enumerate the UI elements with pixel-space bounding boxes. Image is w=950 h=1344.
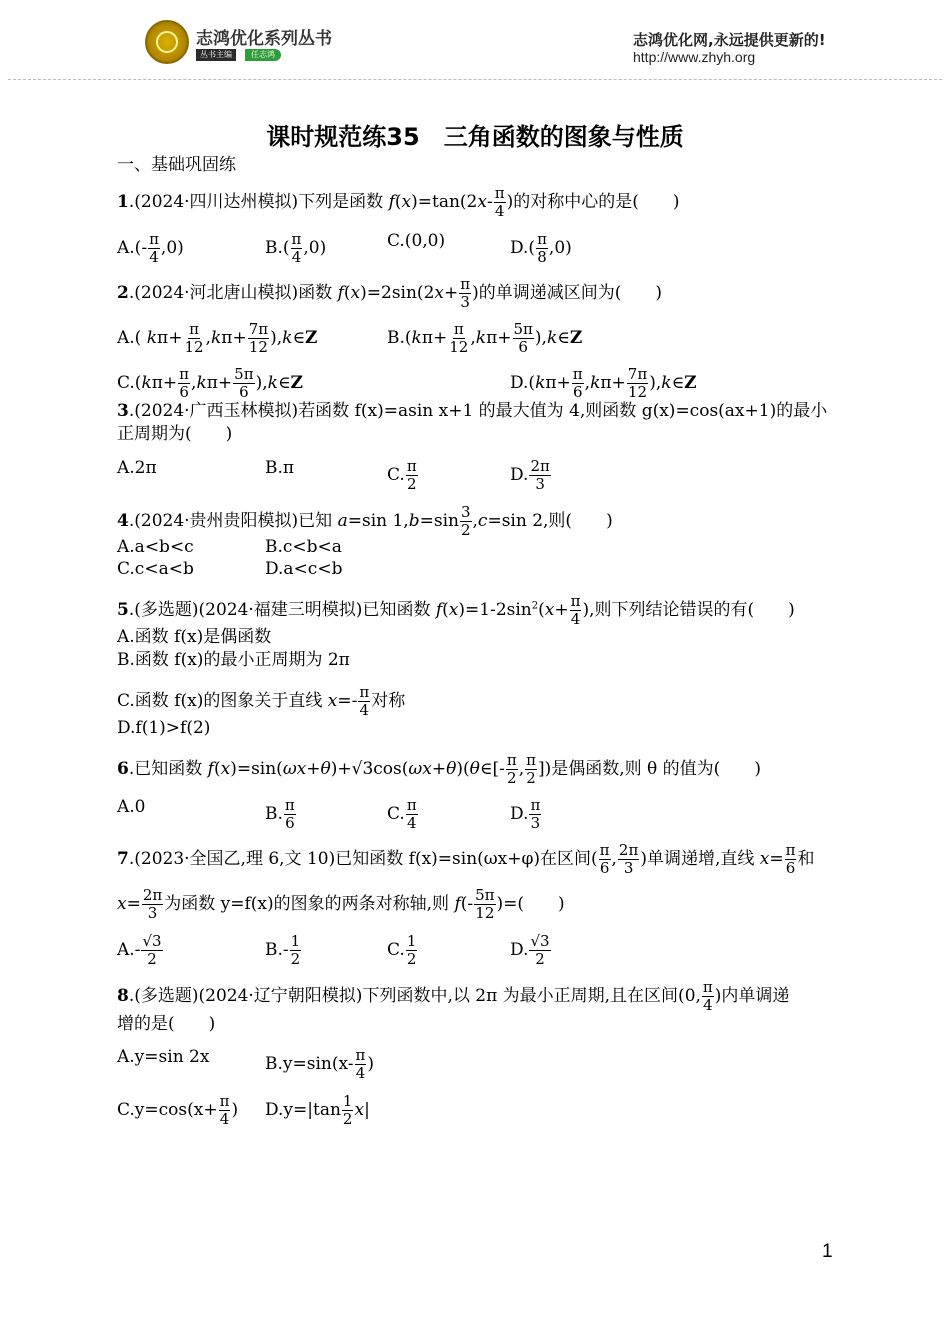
editor-tag: 丛书主编	[196, 49, 236, 61]
q5-option-b: B.函数 f(x)的最小正周期为 2π	[117, 650, 350, 670]
q7-option-a: A.- $\frac{√3}{2}$	[117, 932, 162, 968]
question-8-cont: 增的是( )	[117, 1014, 216, 1034]
question-1: 1.(2024·四川达州模拟)下列是函数 f(x)=tan(2x- $\frac{\pi}{4}$ )的对称中心的是( )	[117, 184, 680, 220]
header-slogan: 志鸿优化网,永远提供更新的!	[633, 31, 826, 49]
q5-option-d: D.f(1)>f(2)	[117, 718, 211, 738]
q7-option-d: D. $\frac{√3}{2}$	[510, 932, 550, 968]
q3-option-b: B.π	[265, 458, 295, 478]
question-5: 5.(多选题)(2024·福建三明模拟)已知函数 $f(x)=1-2\sin^2(x+$ $\frac{\pi}{4}$ ),则下列结论错误的有( )	[117, 592, 795, 628]
series-name: 志鸿优化系列丛书	[196, 29, 332, 49]
q2-option-d: D.(kπ+ $\frac{\pi}{6}$ ,kπ+ $\frac{7\pi}{12}$ ),k∈Z	[510, 365, 697, 401]
header-url[interactable]: http://www.zhyh.org	[633, 49, 756, 65]
question-8: 8.(多选题)(2024·辽宁朝阳模拟)下列函数中,以 2π 为最小正周期,且在区间(0, $\frac{\pi}{4}$ )内单调递	[117, 978, 790, 1014]
question-6: 6.已知函数 f(x)=sin(ωx+θ)+√3cos(ωx+θ)(θ∈[- $\frac{\pi}{2}$ , $\frac{\pi}{2}$ ])是偶函数,则 θ 的值为( )	[117, 751, 761, 787]
q4-option-a: A.a<b<c	[117, 537, 194, 557]
question-7: 7.(2023·全国乙,理 6,文 10)已知函数 f(x)=sin(ωx+φ)在区间( $\frac{\pi}{6}$ , $\frac{2\pi}{3}$ )单调递增,直线 x= $\frac{\pi}{6}$ 和	[117, 841, 815, 877]
question-3: 3.(2024·广西玉林模拟)若函数 f(x)=asin x+1 的最大值为 4,则函数 g(x)=cos(ax+1)的最小	[117, 401, 828, 421]
q4-option-c: C.c<a<b	[117, 559, 194, 579]
q1-option-d: D.( $\frac{\pi}{8}$ ,0)	[510, 230, 572, 266]
q8-option-a: A.y=sin 2x	[117, 1047, 210, 1067]
q3-option-a: A.2π	[117, 458, 157, 478]
page-title: 课时规范练35 三角函数的图象与性质	[266, 123, 684, 151]
q2-option-a: A.( kπ+ $\frac{\pi}{12}$ ,kπ+ $\frac{7\pi}{12}$ ),k∈Z	[117, 320, 318, 356]
q8-option-b: B.y=sin(x- $\frac{\pi}{4}$ )	[265, 1046, 375, 1082]
q3-option-d: D. $\frac{2\pi}{3}$	[510, 457, 550, 493]
q1-option-a: A.(- $\frac{\pi}{4}$ ,0)	[117, 230, 184, 266]
section-heading: 一、基础巩固练	[117, 155, 236, 175]
header-divider	[8, 79, 942, 80]
question-7-cont: x= $\frac{2\pi}{3}$ 为函数 y=f(x)的图象的两条对称轴,则 f(- $\frac{5\pi}{12}$ )=( )	[117, 886, 565, 922]
question-2: 2.(2024·河北唐山模拟)函数 f(x)=2sin(2x+ $\frac{\pi}{3}$ )的单调递减区间为( )	[117, 275, 662, 311]
q1-option-c: C.(0,0)	[387, 231, 446, 251]
q8-option-c: C.y=cos(x+ $\frac{\pi}{4}$ )	[117, 1092, 239, 1128]
q1-option-b: B.( $\frac{\pi}{4}$ ,0)	[265, 230, 327, 266]
q3-option-c: C. $\frac{\pi}{2}$	[387, 457, 417, 493]
q6-option-c: C. $\frac{\pi}{4}$	[387, 796, 417, 832]
editor-name-tag: 任志鸿	[245, 49, 281, 61]
q4-option-b: B.c<b<a	[265, 537, 342, 557]
q5-option-a: A.函数 f(x)是偶函数	[117, 627, 272, 647]
q7-option-c: C. $\frac{1}{2}$	[387, 932, 417, 968]
publisher-logo	[145, 20, 189, 64]
q8-option-d: D.y=|tan $\frac{1}{2}$ x|	[265, 1092, 370, 1128]
q6-option-a: A.0	[117, 797, 146, 817]
q2-option-c: C.(kπ+ $\frac{\pi}{6}$ ,kπ+ $\frac{5\pi}{6}$ ),k∈Z	[117, 365, 303, 401]
q6-option-b: B. $\frac{\pi}{6}$	[265, 796, 295, 832]
question-4: 4.(2024·贵州贵阳模拟)已知 a=sin 1,b=sin $\frac{3}{2}$ ,c=sin 2,则( )	[117, 503, 613, 539]
q6-option-d: D. $\frac{\pi}{3}$	[510, 796, 541, 832]
q4-option-d: D.a<c<b	[265, 559, 343, 579]
page-number: 1	[822, 1241, 833, 1262]
q2-option-b: B.(kπ+ $\frac{\pi}{12}$ ,kπ+ $\frac{5\pi}{6}$ ),k∈Z	[387, 320, 583, 356]
question-3-cont: 正周期为( )	[117, 424, 233, 444]
q7-option-b: B.- $\frac{1}{2}$	[265, 932, 301, 968]
q5-option-c: C.函数 f(x)的图象关于直线 x=- $\frac{\pi}{4}$ 对称	[117, 683, 406, 719]
